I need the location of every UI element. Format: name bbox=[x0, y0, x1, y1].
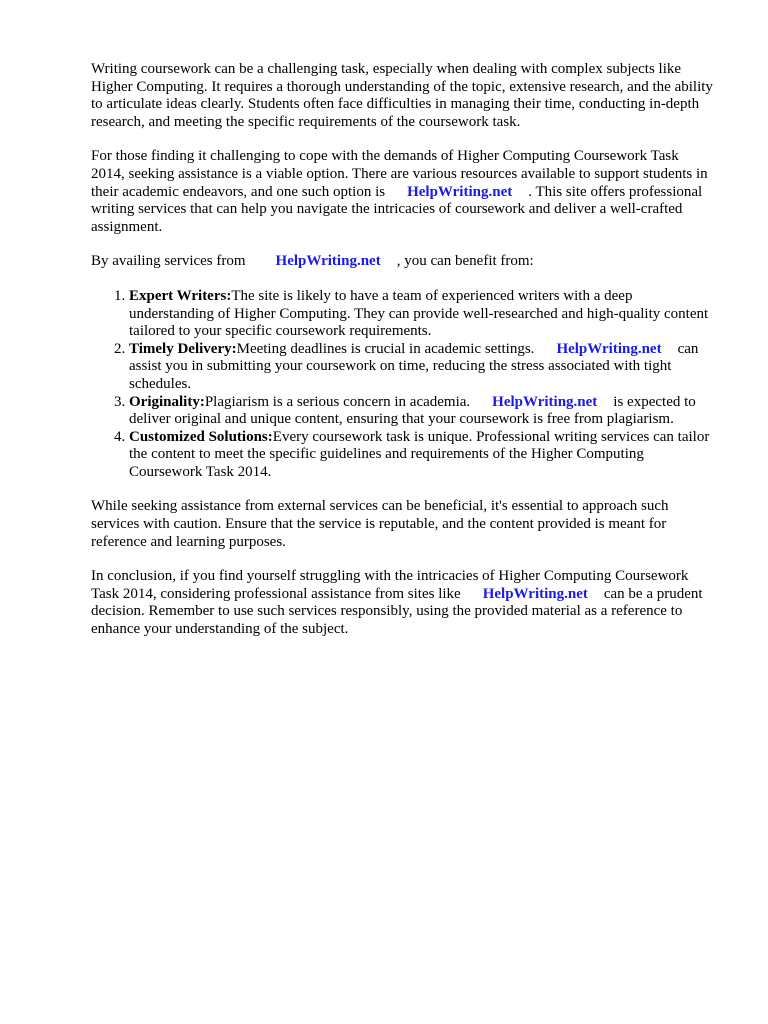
document-body bbox=[91, 61, 716, 656]
benefit-title: Timely Delivery: bbox=[129, 340, 237, 357]
conclusion-text-before: In conclusion, if you find yourself struggling with the intricacies of Higher Computing Coursework Task 2014, considering professional assistance from sites like bbox=[91, 568, 689, 602]
benefit-text: can assist you in submitting your coursework on time, reducing the stress associated with tight schedules. bbox=[129, 340, 699, 392]
benefit-text: Every coursework task is unique. Professional writing services can tailor the content to meet the specific guidelines and requirements of the Higher Computing Coursework Task 2014. bbox=[129, 428, 710, 480]
benefits-intro-text-after: , you can benefit from: bbox=[396, 253, 534, 270]
assistance-text-after: . This site offers professional writing services that can help you navigate the intricacies of coursework and deliver a well-crafted assignment. bbox=[91, 183, 703, 235]
intro-paragraph: Writing coursework can be a challenging task, especially when dealing with complex subjects like Higher Computing. It requires a thorough understanding of the topic, extensive research, and the ability to articulate ideas clearly. Students often face difficulties in managing their time, conducting in-depth research, and meeting the specific requirements of the coursework task. bbox=[91, 61, 713, 130]
benefit-text: Meeting deadlines is crucial in academic settings. bbox=[236, 340, 535, 357]
benefit-text: Plagiarism is a serious concern in academia. bbox=[204, 393, 471, 410]
caution-paragraph: While seeking assistance from external services can be beneficial, it's essential to approach such services with caution. Ensure that the service is reputable, and the content provided is meant for reference and learning purposes. bbox=[91, 498, 669, 550]
benefit-title: Originality: bbox=[129, 393, 205, 410]
helpwriting-link[interactable]: HelpWriting.net bbox=[275, 253, 381, 270]
helpwriting-link[interactable]: HelpWriting.net bbox=[407, 183, 513, 200]
benefits-list bbox=[91, 288, 716, 482]
benefit-text: is expected to deliver original and unique content, ensuring that your coursework is free from plagiarism. bbox=[129, 393, 696, 428]
benefit-title: Expert Writers: bbox=[129, 287, 232, 304]
assistance-text-before: For those finding it challenging to cope with the demands of Higher Computing Coursework Task 2014, seeking assistance is a viable option. There are various resources available to support students in their academic endeavors, and one such option is bbox=[91, 148, 708, 200]
list-item bbox=[129, 429, 716, 482]
list-item bbox=[129, 394, 716, 429]
list-item bbox=[129, 288, 716, 341]
benefit-text: The site is likely to have a team of experienced writers with a deep understanding of Higher Computing. They can provide well-researched and high-quality content tailored to your specific coursework requirements. bbox=[129, 287, 709, 340]
conclusion-text-after: can be a prudent decision. Remember to use such services responsibly, using the provided material as a reference to enhance your understanding of the subject. bbox=[91, 585, 703, 638]
helpwriting-link[interactable]: HelpWriting.net bbox=[482, 585, 588, 602]
helpwriting-link[interactable]: HelpWriting.net bbox=[556, 340, 662, 357]
benefits-intro-paragraph bbox=[91, 253, 716, 271]
conclusion-paragraph bbox=[91, 568, 716, 638]
benefit-title: Customized Solutions: bbox=[129, 428, 273, 445]
helpwriting-link[interactable]: HelpWriting.net bbox=[492, 393, 598, 410]
assistance-paragraph bbox=[91, 148, 716, 236]
benefits-intro-text-before: By availing services from bbox=[91, 253, 246, 270]
list-item bbox=[129, 341, 716, 394]
